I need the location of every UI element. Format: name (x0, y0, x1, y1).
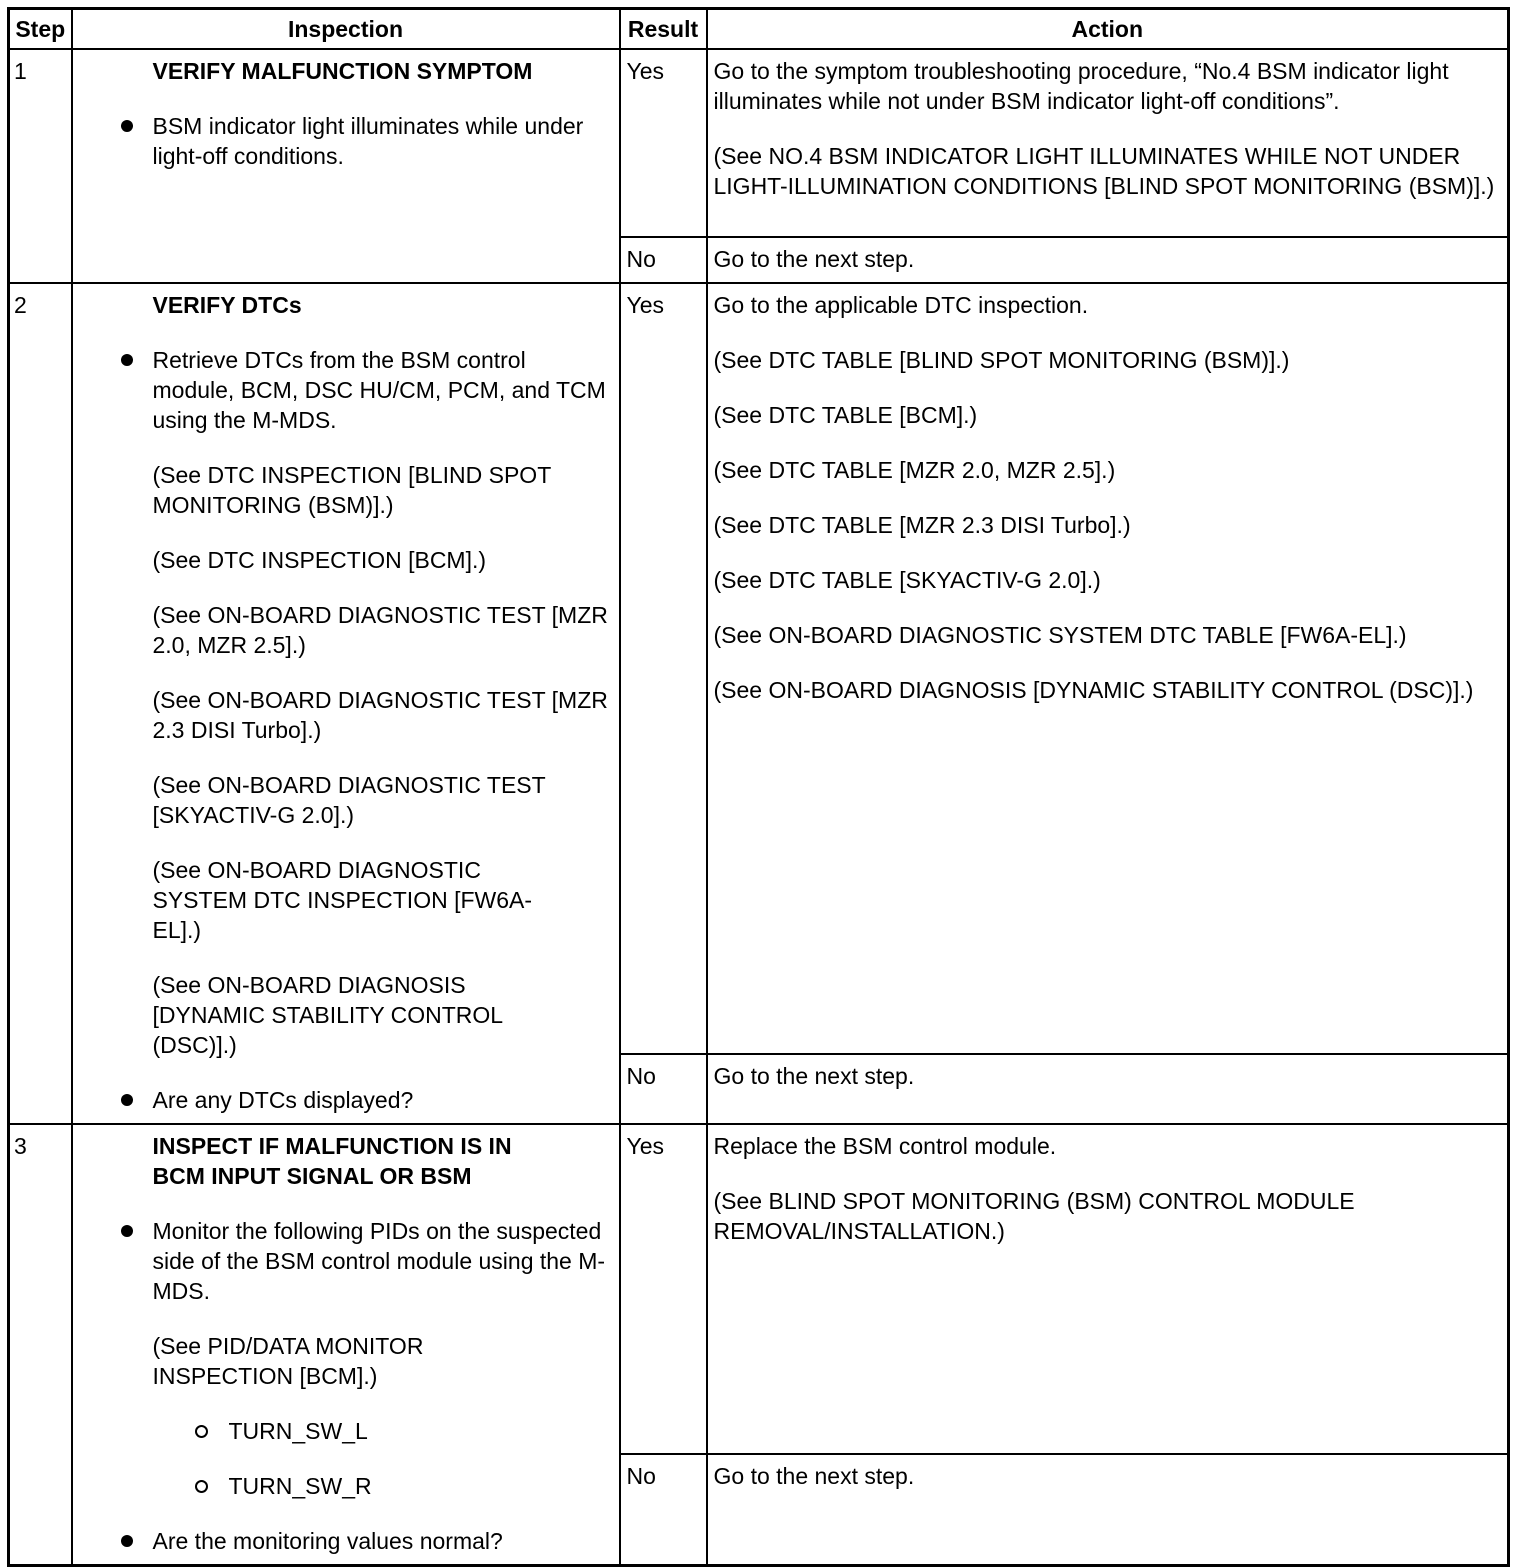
result-no: No (620, 1454, 707, 1566)
reference-item: (See DTC INSPECTION [BLIND SPOT MONITORING (BSM)].) (152, 462, 551, 518)
reference-item: (See PID/DATA MONITOR INSPECTION [BCM].) (152, 1333, 424, 1389)
action-text: Go to the applicable DTC inspection. (713, 292, 1089, 318)
pid-item: TURN_SW_R (229, 1471, 609, 1501)
action-yes (707, 1124, 1509, 1454)
action-text: Go to the symptom troubleshooting procedure, “No.4 BSM indicator light illuminates while not under BSM indicator light-off conditions”. (713, 58, 1449, 114)
bullet-item: Monitor the following PIDs on the suspected side of the BSM control module using the M-MDS. (153, 1216, 609, 1306)
action-reference: (See NO.4 BSM INDICATOR LIGHT ILLUMINATES WHILE NOT UNDER LIGHT-ILLUMINATION CONDITIONS [BLIND SPOT MONITORING (BSM)].) (713, 143, 1495, 199)
result-no: No (620, 237, 707, 283)
header-inspection: Inspection (72, 9, 620, 50)
action-reference: (See BLIND SPOT MONITORING (BSM) CONTROL MODULE REMOVAL/INSTALLATION.) (713, 1188, 1355, 1244)
step-3-yes-row (9, 1124, 1509, 1454)
bullet-item: Are the monitoring values normal? (153, 1526, 609, 1556)
reference-item: (See ON-BOARD DIAGNOSTIC SYSTEM DTC INSPECTION [FW6A-EL].) (152, 857, 533, 943)
reference-item: (See ON-BOARD DIAGNOSTIC TEST [MZR 2.3 DISI Turbo].) (152, 687, 608, 743)
action-no: Go to the next step. (707, 1454, 1509, 1566)
step-number: 2 (9, 283, 72, 1124)
action-yes (707, 283, 1509, 1054)
step-number: 3 (9, 1124, 72, 1566)
bullet-item: Retrieve DTCs from the BSM control module, BCM, DSC HU/CM, PCM, and TCM using the M-MDS. (153, 345, 609, 435)
action-reference: (See DTC TABLE [MZR 2.3 DISI Turbo].) (713, 512, 1131, 538)
action-text: Replace the BSM control module. (713, 1133, 1057, 1159)
reference-item: (See ON-BOARD DIAGNOSIS [DYNAMIC STABILITY CONTROL (DSC)].) (152, 972, 503, 1058)
pid-item: TURN_SW_L (229, 1416, 609, 1446)
action-no: Go to the next step. (707, 237, 1509, 283)
result-no: No (620, 1054, 707, 1124)
step-heading: VERIFY DTCs (152, 292, 302, 318)
result-yes: Yes (620, 283, 707, 1054)
action-reference: (See DTC TABLE [SKYACTIV-G 2.0].) (713, 567, 1101, 593)
step-1-yes-row (9, 49, 1509, 237)
action-reference: (See DTC TABLE [BCM].) (713, 402, 978, 428)
bullet-item: BSM indicator light illuminates while under light-off conditions. (153, 111, 609, 171)
header-result: Result (620, 9, 707, 50)
action-yes (707, 49, 1509, 237)
action-no: Go to the next step. (707, 1054, 1509, 1124)
header-row (9, 9, 1509, 50)
action-reference: (See DTC TABLE [MZR 2.0, MZR 2.5].) (713, 457, 1116, 483)
inspection-cell (72, 49, 620, 283)
bullet-item: Are any DTCs displayed? (153, 1085, 609, 1115)
step-2-yes-row (9, 283, 1509, 1054)
step-heading: VERIFY MALFUNCTION SYMPTOM (152, 58, 533, 84)
inspection-cell (72, 283, 620, 1124)
troubleshooting-table (7, 7, 1510, 1567)
reference-item: (See DTC INSPECTION [BCM].) (152, 547, 487, 573)
result-yes: Yes (620, 1124, 707, 1454)
header-step: Step (9, 9, 72, 50)
action-reference: (See ON-BOARD DIAGNOSTIC SYSTEM DTC TABLE [FW6A-EL].) (713, 622, 1407, 648)
reference-item: (See ON-BOARD DIAGNOSTIC TEST [SKYACTIV-G 2.0].) (152, 772, 546, 828)
action-reference: (See DTC TABLE [BLIND SPOT MONITORING (BSM)].) (713, 347, 1290, 373)
inspection-cell (72, 1124, 620, 1566)
action-reference: (See ON-BOARD DIAGNOSIS [DYNAMIC STABILITY CONTROL (DSC)].) (713, 677, 1474, 703)
step-number: 1 (9, 49, 72, 283)
result-yes: Yes (620, 49, 707, 237)
reference-item: (See ON-BOARD DIAGNOSTIC TEST [MZR 2.0, MZR 2.5].) (152, 602, 608, 658)
step-heading: INSPECT IF MALFUNCTION IS IN BCM INPUT SIGNAL OR BSM (152, 1133, 512, 1189)
header-action: Action (707, 9, 1509, 50)
